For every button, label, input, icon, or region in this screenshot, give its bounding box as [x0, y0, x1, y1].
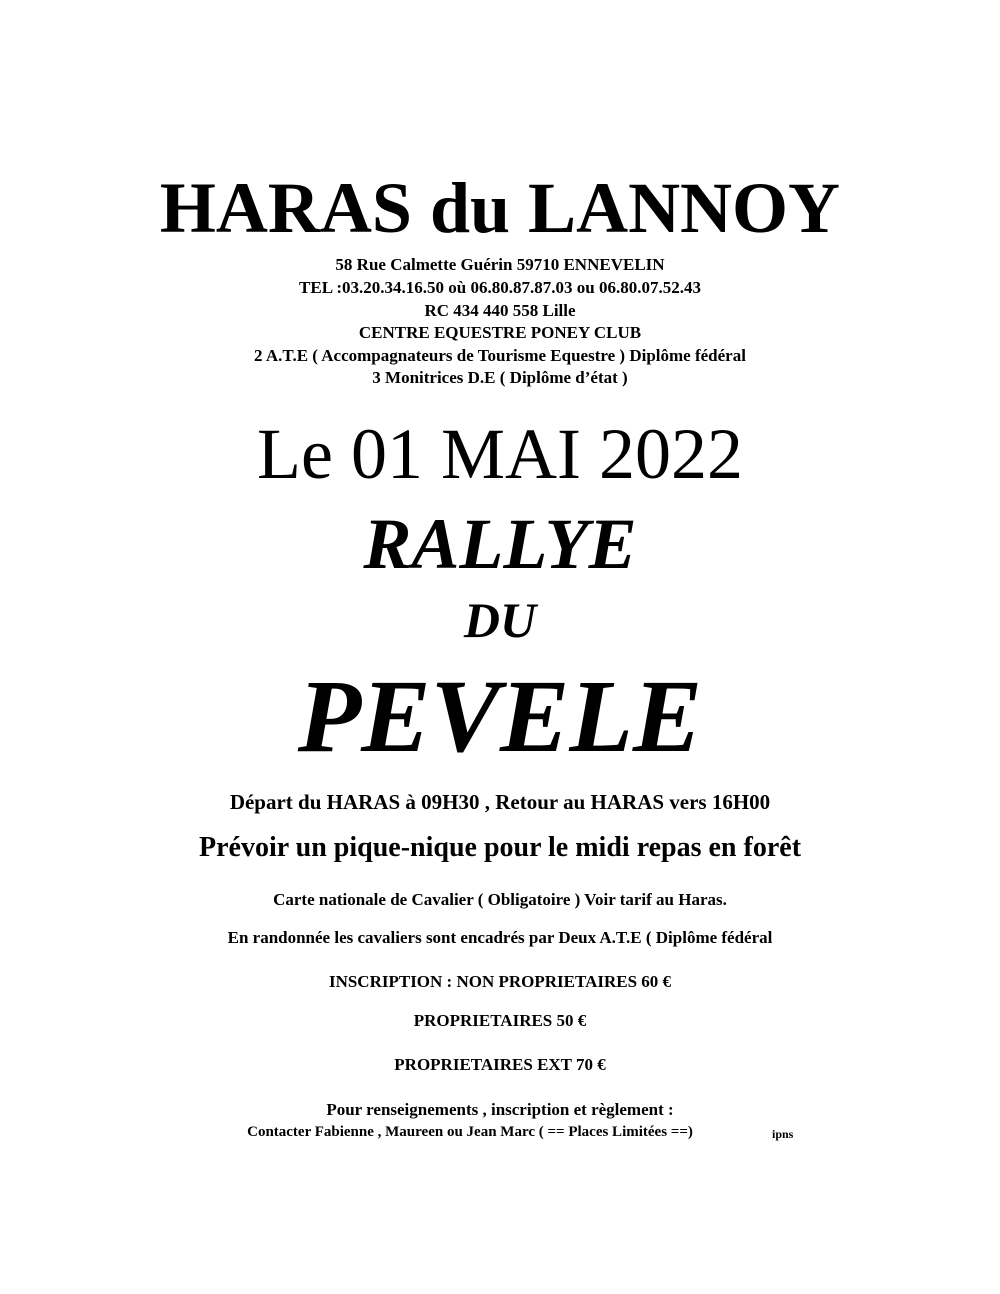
price-owners-ext: PROPRIETAIRES EXT 70 € — [394, 1055, 606, 1074]
address-line: 58 Rue Calmette Guérin 59710 ENNEVELIN — [335, 255, 665, 274]
phone-line: TEL :03.20.34.16.50 où 06.80.87.87.03 ou 06.80.07.52.43 — [299, 278, 701, 297]
supervision-line: En randonnée les cavaliers sont encadrés par Deux A.T.E ( Diplôme fédéral — [227, 928, 773, 947]
price-owners: PROPRIETAIRES 50 € — [413, 1011, 587, 1030]
center-line: CENTRE EQUESTRE PONEY CLUB — [358, 323, 642, 342]
card-line: Carte nationale de Cavalier ( Obligatoire ) Voir tarif au Haras. — [273, 890, 727, 909]
price-non-owners: INSCRIPTION : NON PROPRIETAIRES 60 € — [328, 972, 672, 991]
picnic-line: Prévoir un pique-nique pour le midi repas en forêt — [198, 832, 802, 863]
page-title: HARAS du LANNOY — [159, 168, 841, 248]
ate-line: 2 A.T.E ( Accompagnateurs de Tourisme Equestre ) Diplôme fédéral — [254, 346, 746, 365]
contact-line: Contacter Fabienne , Maureen ou Jean Marc ( == Places Limitées ==) — [247, 1124, 693, 1140]
monitrices-line: 3 Monitrices D.E ( Diplôme d’état ) — [372, 368, 628, 387]
rc-line: RC 434 440 558 Lille — [424, 301, 576, 320]
event-name-du: DU — [463, 592, 537, 648]
event-name-rallye: RALLYE — [363, 504, 637, 584]
ipns-mark: ipns — [772, 1127, 794, 1141]
event-date: Le 01 MAI 2022 — [257, 414, 743, 494]
event-name-pevele: PEVELE — [297, 659, 703, 774]
info-line: Pour renseignements , inscription et règlement : — [326, 1100, 674, 1119]
departure-line: Départ du HARAS à 09H30 , Retour au HARAS vers 16H00 — [229, 790, 771, 814]
